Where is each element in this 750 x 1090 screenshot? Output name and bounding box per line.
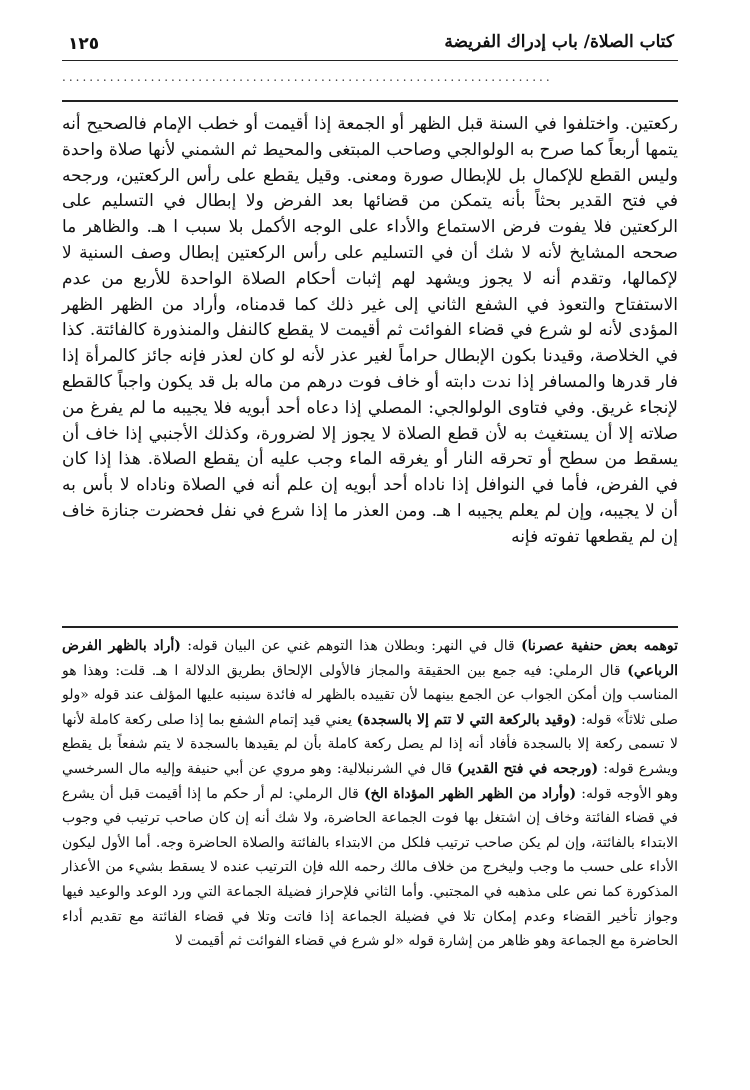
main-text: ركعتين. واختلفوا في السنة قبل الظهر أو الجمعة إذا أقيمت أو خطب الإمام فالصحيح أنه يتمها أربعاً كما صرح به الولوالجي وصاحب المبتغى والمحيط ثم الشمني لأنها صلاة واحدة وليس القطع للإكمال بل للإبطال صورة ومعنى. وقيل يقطع على رأس الركعتين، ورجحه في فتح القدير بحثاً بأنه يتمكن من قضائها بعد الفرض ولا إبطال في التسليم على الركعتين فلا يفوت فرض الاستماع والأداء على الوجه الأكمل بلا سبب ا هـ. والظاهر ما صححه المشايخ لأنه لا شك أن في التسليم على رأس الركعتين إبطال وصف السنية لا لإكمالها، وتقدم أنه لا يجوز ويشهد لهم إثبات أحكام الصلاة الواحدة للأربع من عدم الاستفتاح والتعوذ في الشفع الثاني إلى غير ذلك كما قدمناه، وأراد من الظهر الظهر المؤدى لأنه لو شرع في قضاء الفوائت ثم أقيمت لا يقطع كالنفل والمنذورة كالفائتة. كذا في الخلاصة، وقيدنا بكون الإبطال حراماً لغير عذر لأنه لو كان لعذر فإنه جائز كالمرأة إذا فار قدرها والمسافر إذا ندت دابته أو خاف فوت درهم من ماله بل قد يكون واجباً كالقطع لإنجاء غريق. وفي فتاوى الولوالجي: المصلي إذا دعاه أحد أبويه فلا يجيبه ما لم يفرغ من صلاته إلا أن يستغيث به لأن قطع الصلاة لا يجوز إلا لضرورة، وكذلك الأجنبي إذا خاف أن يسقط من سطح أو تحرقه النار أو يغرقه الماء وجب عليه أن يقطع الصلاة. هذا إذا كان في الفرض، فأما في النوافل إذا ناداه أحد أبويه إن علم أنه في الصلاة وناداه لا بأس به أن لا يجيبه، وإن لم يعلم يجيبه ا هـ. ومن العذر ما إذا شرع في نفل فحضرت جنازة خاف إن لم يقطعها تفوته فإنه [62, 114, 678, 547]
commentary-text: قال في النهر: وبطلان هذا التوهم غني عن البيان قوله: [180, 638, 522, 654]
commentary-heading: (وقيد بالركعة التي لا تتم إلا بالسجدة) [356, 711, 577, 728]
dotted-separator: ........................................................................ [62, 70, 553, 84]
footnote-rule [62, 626, 678, 628]
commentary-text: قال في الشرنبلالية: وهو مروي عن أبي حنيفة وإليه مال السرخسي وهو الأوجه قوله: [62, 760, 678, 802]
page-header [62, 30, 678, 61]
running-title: كتاب الصلاة/ باب إدراك الفريضة [444, 32, 674, 52]
page-number: ١٢٥ [68, 34, 100, 54]
footnotes [62, 634, 678, 1080]
commentary-heading: (أراد بالظهر الفرض الرباعي) [62, 638, 678, 679]
commentary-heading: (وأراد من الظهر الظهر المؤداة الخ) [363, 785, 577, 802]
commentary-text: قال الرملي: لم أر حكم ما إذا أقيمت قبل أن يشرع في قضاء الفائتة وخاف إن اشتغل بها فوت الجماعة الحاضرة، ولا شك أنه إن كان صاحب ترتيب في وجوب الابتداء بالفائتة، وإن لم يكن صاحب ترتيب فلكل من الابتداء بالفائتة والصلاة الحاضرة وجه. أما الأول ليكون الأداء على حسب ما وجب وليخرج من خلاف مالك رحمه الله فإن الترتيب عنده لا يسقط بشيء من الأعذار المذكورة كما نص على مذهبه في المجتبي. وأما الثاني فلإحراز فضيلة الجماعة التي ورد الوعد والوعيد فيها وجواز تأخير القضاء وعدم إمكان تلا في فضيلة الجماعة إذا فاتت وتلا في قضاء الفائتة مع تقديم أداء الحاضرة مع الجماعة وهو ظاهر من إشارة قوله «لو شرع في قضاء الفوائت ثم أقيمت لا [62, 785, 678, 950]
commentary-text: يعني قيد إتمام الشفع بما إذا صلى ركعة كاملة لأنها لا تسمى ركعة إلا بالسجدة فأفاد أنه إذا لم يصل ركعة كاملة بأن لم يقيدها بالسجدة لا يتم شفعاً بل يقطع ويشرع قوله: [62, 711, 678, 777]
header-rule [62, 100, 678, 102]
commentary-text: قال الرملي: فيه جمع بين الحقيقة والمجاز فالأولى الإلحاق بطريق الدلالة ا هـ. قلت: وهذا هو المناسب وإن أمكن الجواب عن الجمع بينهما لأن تقييده بالظهر له فائدة سينبه عليها المؤلف عند قوله «ولو صلى ثلاثاً» قوله: [62, 662, 678, 728]
commentary-heading: (ورجحه في فتح القدير) [457, 760, 599, 777]
commentary-heading: توهمه بعض حنفية عصرنا) [521, 638, 679, 654]
